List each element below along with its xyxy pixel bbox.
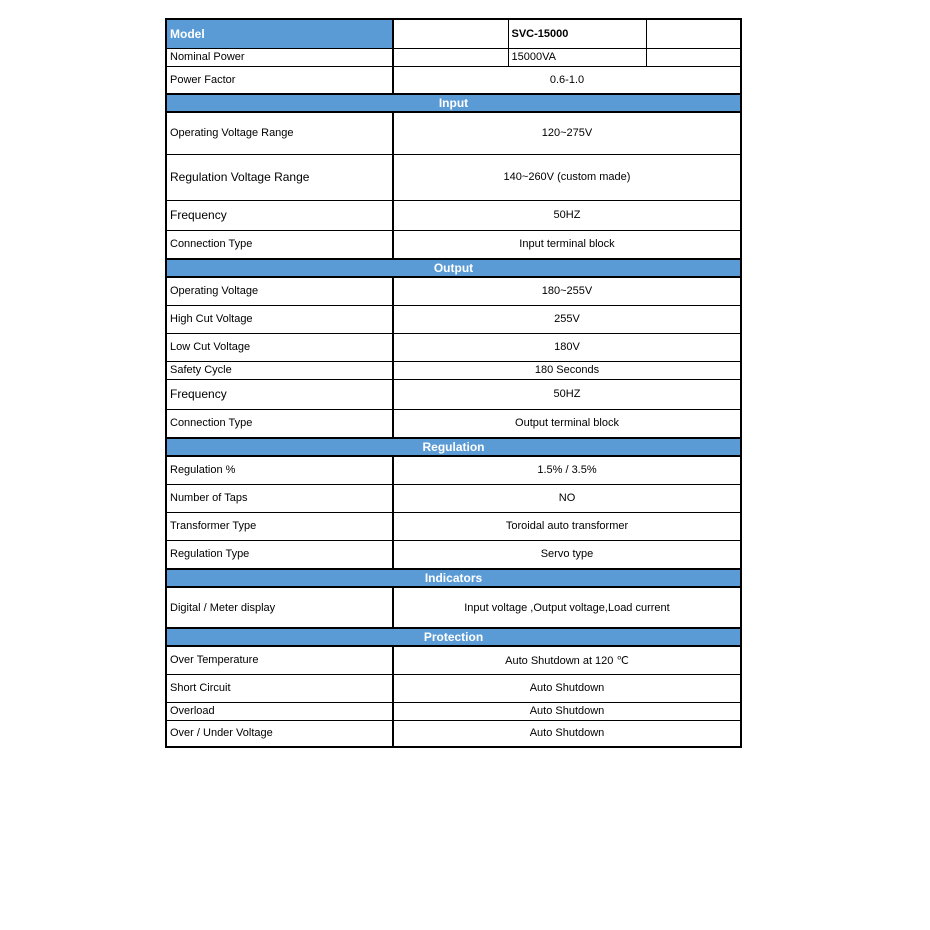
spec-value: 50HZ [393,200,741,230]
spec-label: Regulation % [166,456,393,484]
spec-label: Frequency [166,200,393,230]
spec-label: Transformer Type [166,512,393,540]
spec-value: 120~275V [393,112,741,154]
spec-row [166,646,741,674]
spec-label: Operating Voltage [166,277,393,305]
spec-label: Over / Under Voltage [166,720,393,747]
section-regulation [166,438,741,456]
spec-label: Low Cut Voltage [166,333,393,361]
spec-value: NO [393,484,741,512]
spec-row [166,230,741,259]
spec-row [166,379,741,409]
spec-row [166,409,741,438]
spec-value: 140~260V (custom made) [393,154,741,200]
spec-row [166,200,741,230]
spec-value: Output terminal block [393,409,741,438]
spec-row [166,674,741,702]
model-blank-cell [393,19,508,48]
power-factor-value: 0.6-1.0 [393,66,741,94]
spec-label: Short Circuit [166,674,393,702]
spec-row [166,277,741,305]
spec-label: Digital / Meter display [166,587,393,628]
section-protection [166,628,741,646]
model-extra-cell [646,19,741,48]
spec-value: 50HZ [393,379,741,409]
spec-row [166,112,741,154]
power-factor-label: Power Factor [166,66,393,94]
nominal-power-label: Nominal Power [166,48,393,66]
spec-row [166,720,741,747]
spec-label: Connection Type [166,230,393,259]
spec-row [166,702,741,720]
nominal-power-extra-cell [646,48,741,66]
spec-row [166,361,741,379]
spec-row [166,484,741,512]
model-row [166,19,741,48]
section-input-title: Input [166,94,741,112]
power-factor-row [166,66,741,94]
spec-label: Operating Voltage Range [166,112,393,154]
spec-value: Auto Shutdown at 120 ℃ [393,646,741,674]
spec-value: Auto Shutdown [393,720,741,747]
model-label: Model [166,19,393,48]
model-value: SVC-15000 [508,19,646,48]
section-output [166,259,741,277]
spec-label: Over Temperature [166,646,393,674]
spec-table [165,18,742,748]
spec-value: 180~255V [393,277,741,305]
spec-value: Toroidal auto transformer [393,512,741,540]
spec-row [166,587,741,628]
nominal-power-blank-cell [393,48,508,66]
spec-row [166,456,741,484]
section-indicators-title: Indicators [166,569,741,587]
spec-label: Regulation Voltage Range [166,154,393,200]
spec-value: Input voltage ,Output voltage,Load current [393,587,741,628]
section-indicators [166,569,741,587]
spec-value: 255V [393,305,741,333]
spec-row [166,333,741,361]
section-output-title: Output [166,259,741,277]
spec-value: Servo type [393,540,741,569]
spec-value: 180V [393,333,741,361]
spec-row [166,305,741,333]
spec-label: Safety Cycle [166,361,393,379]
spec-label: Number of Taps [166,484,393,512]
nominal-power-row [166,48,741,66]
spec-row [166,154,741,200]
spec-label: High Cut Voltage [166,305,393,333]
spec-value: Auto Shutdown [393,674,741,702]
spec-value: 180 Seconds [393,361,741,379]
spec-row [166,512,741,540]
spec-value: Auto Shutdown [393,702,741,720]
spec-row [166,540,741,569]
spec-label: Frequency [166,379,393,409]
section-regulation-title: Regulation [166,438,741,456]
spec-value: 1.5% / 3.5% [393,456,741,484]
section-input [166,94,741,112]
spec-label: Regulation Type [166,540,393,569]
section-protection-title: Protection [166,628,741,646]
spec-label: Connection Type [166,409,393,438]
spec-label: Overload [166,702,393,720]
nominal-power-value: 15000VA [508,48,646,66]
spec-value: Input terminal block [393,230,741,259]
